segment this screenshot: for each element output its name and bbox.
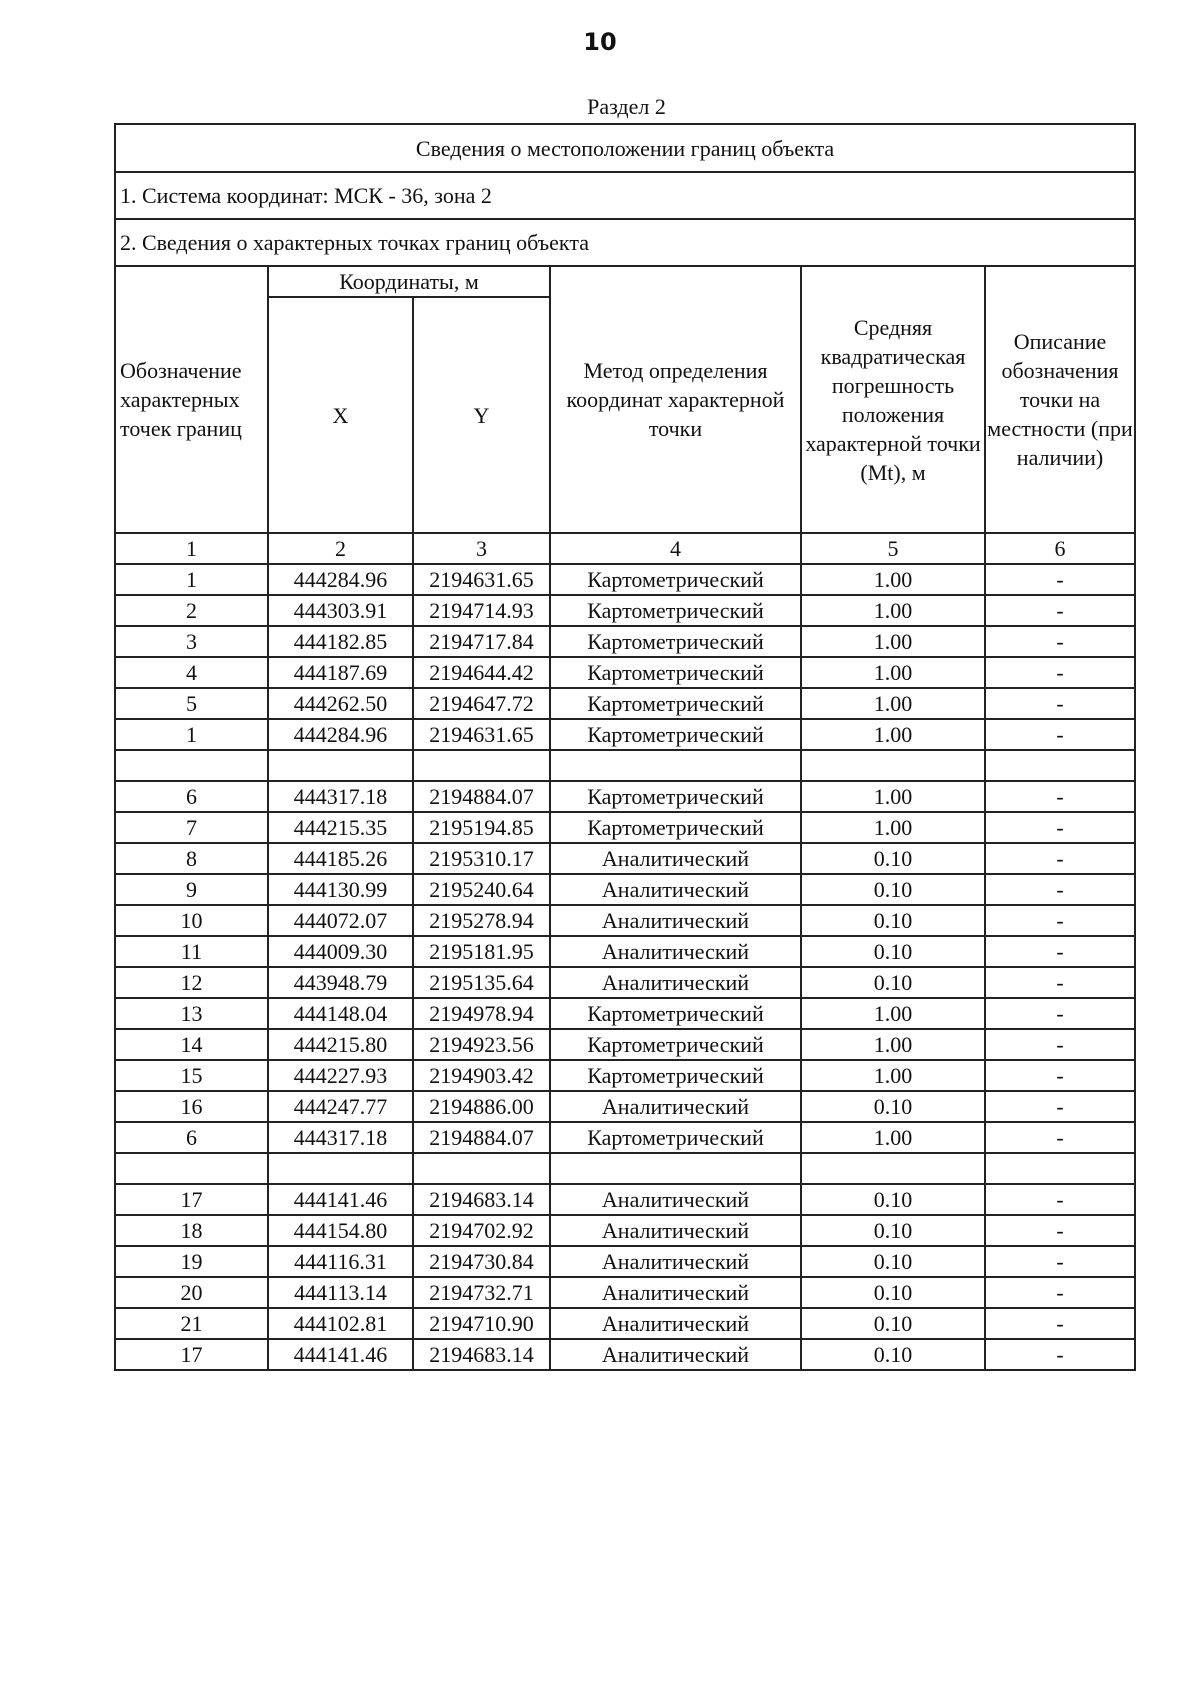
boundary-points-table (114, 123, 1136, 1371)
cell-error: 0.10 (801, 936, 985, 967)
cell-error: 1.00 (801, 781, 985, 812)
cell-point-id: 12 (115, 967, 268, 998)
cell-description: - (985, 1184, 1135, 1215)
cell-error: 1.00 (801, 688, 985, 719)
cell-method: Картометрический (550, 1029, 801, 1060)
column-number: 3 (413, 533, 550, 564)
cell-y: 2194978.94 (413, 998, 550, 1029)
cell-point-id: 17 (115, 1184, 268, 1215)
column-number-row (115, 533, 1135, 564)
cell-y: 2194683.14 (413, 1184, 550, 1215)
cell-method: Картометрический (550, 781, 801, 812)
cell-error (801, 1153, 985, 1184)
cell-error: 0.10 (801, 967, 985, 998)
cell-y: 2194647.72 (413, 688, 550, 719)
header-method: Метод определения координат характерной точки (550, 266, 801, 533)
cell-description: - (985, 905, 1135, 936)
cell-error: 1.00 (801, 626, 985, 657)
points-caption: 2. Сведения о характерных точках границ объекта (115, 219, 1135, 266)
table-row (115, 1060, 1135, 1091)
cell-method (550, 750, 801, 781)
table-row (115, 564, 1135, 595)
cell-method: Аналитический (550, 936, 801, 967)
cell-description: - (985, 564, 1135, 595)
cell-description: - (985, 1308, 1135, 1339)
cell-y: 2194714.93 (413, 595, 550, 626)
cell-point-id: 16 (115, 1091, 268, 1122)
cell-error: 0.10 (801, 874, 985, 905)
cell-error: 0.10 (801, 1246, 985, 1277)
cell-y: 2195278.94 (413, 905, 550, 936)
coordinate-system: 1. Система координат: МСК - 36, зона 2 (115, 172, 1135, 219)
cell-x: 444187.69 (268, 657, 413, 688)
cell-x: 444130.99 (268, 874, 413, 905)
table-row (115, 1184, 1135, 1215)
table-row (115, 1246, 1135, 1277)
cell-y: 2194631.65 (413, 564, 550, 595)
cell-method: Аналитический (550, 1091, 801, 1122)
cell-x: 444247.77 (268, 1091, 413, 1122)
cell-method: Аналитический (550, 1246, 801, 1277)
cell-description: - (985, 626, 1135, 657)
section-title: Раздел 2 (587, 94, 666, 119)
cell-method: Картометрический (550, 1122, 801, 1153)
table-row (115, 874, 1135, 905)
cell-description: - (985, 1246, 1135, 1277)
cell-method: Картометрический (550, 657, 801, 688)
cell-y: 2195181.95 (413, 936, 550, 967)
cell-x: 443948.79 (268, 967, 413, 998)
cell-description: - (985, 936, 1135, 967)
cell-description: - (985, 998, 1135, 1029)
cell-x (268, 1153, 413, 1184)
cell-x: 444262.50 (268, 688, 413, 719)
table-row (115, 688, 1135, 719)
cell-description (985, 750, 1135, 781)
cell-x: 444102.81 (268, 1308, 413, 1339)
cell-error: 1.00 (801, 1060, 985, 1091)
cell-method: Аналитический (550, 967, 801, 998)
cell-method: Картометрический (550, 719, 801, 750)
column-number: 4 (550, 533, 801, 564)
cell-point-id: 21 (115, 1308, 268, 1339)
cell-x: 444182.85 (268, 626, 413, 657)
cell-point-id: 7 (115, 812, 268, 843)
cell-y: 2194644.42 (413, 657, 550, 688)
cell-method: Аналитический (550, 1339, 801, 1370)
table-row (115, 781, 1135, 812)
cell-point-id: 9 (115, 874, 268, 905)
cell-x: 444113.14 (268, 1277, 413, 1308)
cell-error: 1.00 (801, 1122, 985, 1153)
cell-description: - (985, 1339, 1135, 1370)
table-row (115, 998, 1135, 1029)
cell-description: - (985, 1029, 1135, 1060)
header-description: Описание обозначения точки на местности (при наличии) (985, 266, 1135, 533)
cell-point-id: 2 (115, 595, 268, 626)
cell-x: 444154.80 (268, 1215, 413, 1246)
cell-point-id: 6 (115, 1122, 268, 1153)
cell-x: 444284.96 (268, 564, 413, 595)
cell-point-id (115, 750, 268, 781)
cell-method: Картометрический (550, 812, 801, 843)
column-number: 5 (801, 533, 985, 564)
cell-x: 444148.04 (268, 998, 413, 1029)
cell-description: - (985, 595, 1135, 626)
column-number: 1 (115, 533, 268, 564)
cell-y: 2194683.14 (413, 1339, 550, 1370)
cell-point-id: 15 (115, 1060, 268, 1091)
table-row (115, 843, 1135, 874)
cell-description: - (985, 657, 1135, 688)
column-number: 2 (268, 533, 413, 564)
cell-method: Картометрический (550, 595, 801, 626)
table-row (115, 1339, 1135, 1370)
cell-y: 2194717.84 (413, 626, 550, 657)
cell-method: Аналитический (550, 1215, 801, 1246)
cell-point-id: 14 (115, 1029, 268, 1060)
cell-y: 2194923.56 (413, 1029, 550, 1060)
cell-method: Аналитический (550, 905, 801, 936)
cell-description: - (985, 688, 1135, 719)
cell-y: 2195135.64 (413, 967, 550, 998)
cell-method (550, 1153, 801, 1184)
cell-y: 2194702.92 (413, 1215, 550, 1246)
cell-error: 1.00 (801, 998, 985, 1029)
cell-y: 2194710.90 (413, 1308, 550, 1339)
cell-point-id: 6 (115, 781, 268, 812)
cell-method: Аналитический (550, 843, 801, 874)
cell-y: 2194884.07 (413, 781, 550, 812)
cell-error: 1.00 (801, 719, 985, 750)
cell-error: 0.10 (801, 1215, 985, 1246)
cell-x: 444185.26 (268, 843, 413, 874)
cell-point-id: 10 (115, 905, 268, 936)
cell-x: 444072.07 (268, 905, 413, 936)
cell-y: 2195240.64 (413, 874, 550, 905)
cell-x: 444215.35 (268, 812, 413, 843)
table-row (115, 936, 1135, 967)
cell-error: 0.10 (801, 1184, 985, 1215)
cell-error: 1.00 (801, 564, 985, 595)
header-y: Y (413, 297, 550, 533)
cell-y: 2194730.84 (413, 1246, 550, 1277)
cell-y: 2194903.42 (413, 1060, 550, 1091)
cell-point-id: 1 (115, 719, 268, 750)
table-title: Сведения о местоположении границ объекта (115, 124, 1135, 172)
cell-y (413, 750, 550, 781)
table-row (115, 1091, 1135, 1122)
table-row (115, 967, 1135, 998)
cell-point-id: 17 (115, 1339, 268, 1370)
cell-error: 1.00 (801, 657, 985, 688)
cell-description: - (985, 843, 1135, 874)
cell-method: Картометрический (550, 688, 801, 719)
cell-x: 444227.93 (268, 1060, 413, 1091)
cell-method: Аналитический (550, 1184, 801, 1215)
table-row (115, 626, 1135, 657)
cell-y: 2194631.65 (413, 719, 550, 750)
cell-y: 2194732.71 (413, 1277, 550, 1308)
cell-point-id: 20 (115, 1277, 268, 1308)
cell-x: 444009.30 (268, 936, 413, 967)
cell-x: 444116.31 (268, 1246, 413, 1277)
cell-x: 444215.80 (268, 1029, 413, 1060)
cell-x: 444141.46 (268, 1184, 413, 1215)
table-row (115, 1153, 1135, 1184)
cell-method: Картометрический (550, 998, 801, 1029)
cell-method: Картометрический (550, 1060, 801, 1091)
cell-point-id: 4 (115, 657, 268, 688)
cell-error: 0.10 (801, 905, 985, 936)
cell-x: 444317.18 (268, 1122, 413, 1153)
cell-point-id: 18 (115, 1215, 268, 1246)
cell-point-id: 1 (115, 564, 268, 595)
header-coordinates: Координаты, м (268, 266, 550, 297)
cell-method: Картометрический (550, 564, 801, 595)
cell-description: - (985, 1215, 1135, 1246)
cell-method: Аналитический (550, 1308, 801, 1339)
table-row (115, 1029, 1135, 1060)
cell-description: - (985, 1277, 1135, 1308)
cell-description: - (985, 874, 1135, 905)
header-x: X (268, 297, 413, 533)
cell-error (801, 750, 985, 781)
cell-method: Картометрический (550, 626, 801, 657)
cell-point-id: 19 (115, 1246, 268, 1277)
cell-x: 444284.96 (268, 719, 413, 750)
cell-error: 0.10 (801, 843, 985, 874)
table-row (115, 1215, 1135, 1246)
cell-point-id: 5 (115, 688, 268, 719)
cell-method: Аналитический (550, 1277, 801, 1308)
table-row (115, 1308, 1135, 1339)
cell-x: 444317.18 (268, 781, 413, 812)
cell-description: - (985, 1122, 1135, 1153)
cell-y: 2195310.17 (413, 843, 550, 874)
column-number: 6 (985, 533, 1135, 564)
cell-error: 0.10 (801, 1339, 985, 1370)
cell-description: - (985, 781, 1135, 812)
cell-y (413, 1153, 550, 1184)
cell-error: 1.00 (801, 1029, 985, 1060)
header-error: Средняя квадратическая погрешность положения характерной точки (Mt), м (801, 266, 985, 533)
cell-description: - (985, 967, 1135, 998)
cell-point-id: 8 (115, 843, 268, 874)
cell-x (268, 750, 413, 781)
cell-method: Аналитический (550, 874, 801, 905)
table-row (115, 812, 1135, 843)
cell-description: - (985, 1091, 1135, 1122)
cell-description: - (985, 1060, 1135, 1091)
table-row (115, 1122, 1135, 1153)
cell-error: 1.00 (801, 595, 985, 626)
cell-y: 2195194.85 (413, 812, 550, 843)
cell-description: - (985, 719, 1135, 750)
cell-error: 0.10 (801, 1277, 985, 1308)
table-row (115, 657, 1135, 688)
header-designation: Обозначение характерных точек границ (115, 266, 268, 533)
table-row (115, 750, 1135, 781)
cell-y: 2194886.00 (413, 1091, 550, 1122)
table-row (115, 595, 1135, 626)
cell-description (985, 1153, 1135, 1184)
cell-point-id: 11 (115, 936, 268, 967)
page-number: 10 (583, 28, 617, 56)
table-row (115, 719, 1135, 750)
table-row (115, 905, 1135, 936)
cell-x: 444303.91 (268, 595, 413, 626)
cell-point-id: 3 (115, 626, 268, 657)
cell-error: 1.00 (801, 812, 985, 843)
table-row (115, 1277, 1135, 1308)
cell-x: 444141.46 (268, 1339, 413, 1370)
cell-y: 2194884.07 (413, 1122, 550, 1153)
cell-error: 0.10 (801, 1091, 985, 1122)
cell-point-id: 13 (115, 998, 268, 1029)
cell-description: - (985, 812, 1135, 843)
cell-error: 0.10 (801, 1308, 985, 1339)
cell-point-id (115, 1153, 268, 1184)
